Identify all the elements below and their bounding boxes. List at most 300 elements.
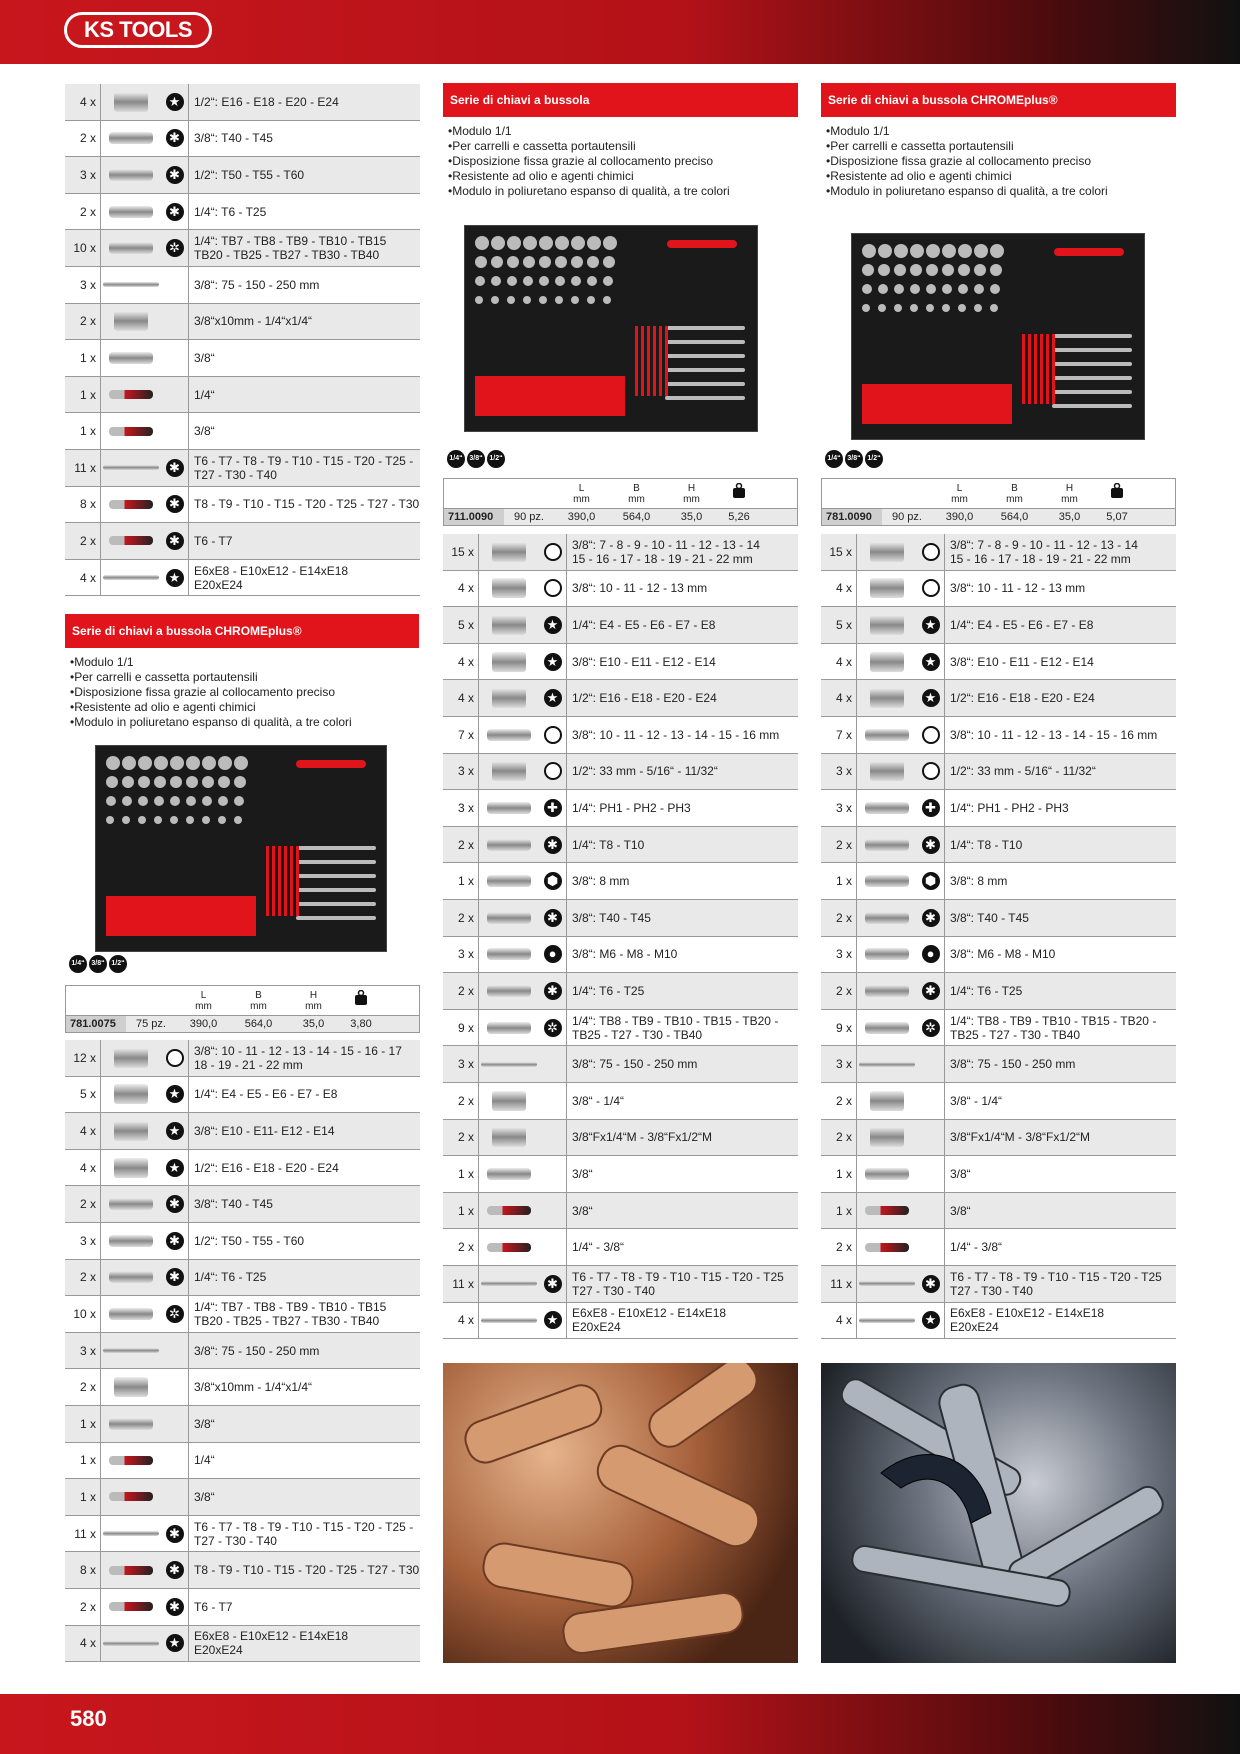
table-row xyxy=(443,1083,798,1120)
socket-cavity xyxy=(603,256,615,268)
profile-symbol xyxy=(161,267,189,303)
profile-symbol xyxy=(161,1479,189,1515)
table-row xyxy=(443,607,798,644)
tool-slot xyxy=(1046,334,1049,404)
drive-size-badge: 3/8“ xyxy=(845,450,863,468)
profile-icon: ★ xyxy=(922,1311,940,1329)
socket-cavity xyxy=(186,796,196,806)
bit-icon xyxy=(109,1198,153,1210)
profile-symbol xyxy=(539,1046,567,1082)
tool-bar xyxy=(665,340,745,344)
socket-cavity xyxy=(491,276,501,286)
tool-image xyxy=(857,571,917,607)
tool-bar xyxy=(665,368,745,372)
profile-symbol xyxy=(917,717,945,753)
feature-item: •Modulo in poliuretano espanso di qualità, a tre colori xyxy=(70,715,352,729)
item-description: 1/4“: TB8 - TB9 - TB10 - TB15 - TB20 - TB25 - T27 - T30 - TB40 xyxy=(950,1013,1157,1042)
table-row xyxy=(65,84,420,121)
profile-icon xyxy=(166,1049,184,1067)
socket-icon xyxy=(870,615,904,635)
tool-image xyxy=(101,487,161,523)
table-row xyxy=(65,450,420,487)
profile-symbol xyxy=(539,680,567,716)
spec-pcs: 90 pz. xyxy=(514,511,544,523)
tool-image xyxy=(101,340,161,376)
socket-cavity xyxy=(170,796,180,806)
tool-bar xyxy=(296,916,376,920)
tool-image xyxy=(101,1333,161,1369)
quantity: 3 x xyxy=(65,1223,101,1259)
item-description: 1/2“: T50 - T55 - T60 xyxy=(194,1233,305,1248)
tool-image xyxy=(101,1186,161,1222)
item-description: 1/4“: T6 - T25 xyxy=(572,983,645,998)
socket-cavity xyxy=(154,796,164,806)
long-icon xyxy=(103,1348,159,1353)
left-spec-table xyxy=(65,985,420,1033)
item-description: T6 - T7 - T8 - T9 - T10 - T15 - T20 - T25 - T27 - T30 - T40 xyxy=(194,453,414,482)
tool-bar xyxy=(1052,390,1132,394)
tool-bar xyxy=(296,902,376,906)
profile-symbol xyxy=(161,121,189,157)
item-description: 3/8“ xyxy=(194,1489,215,1504)
profile-icon: ✲ xyxy=(544,1019,562,1037)
spec-l: 390,0 xyxy=(945,511,974,523)
tool-image xyxy=(101,1113,161,1149)
socket-cavity xyxy=(475,296,483,304)
socket-cavity xyxy=(491,296,499,304)
item-description: 3/8“Fx1/4“M - 3/8“Fx1/2“M xyxy=(572,1130,713,1145)
profile-icon: ★ xyxy=(166,569,184,587)
drive-size-badge: 1/4“ xyxy=(69,955,87,973)
bit-icon xyxy=(865,802,909,814)
profile-icon: ★ xyxy=(544,653,562,671)
ratchet-handle xyxy=(296,760,366,768)
socket-cavity xyxy=(122,756,136,770)
table-row xyxy=(65,1406,420,1443)
profile-symbol xyxy=(917,754,945,790)
tool-image xyxy=(101,1077,161,1113)
socket-cavity xyxy=(958,264,970,276)
item-description: 3/8“: 8 mm xyxy=(950,874,1008,889)
profile-symbol xyxy=(539,1303,567,1339)
tool-image xyxy=(857,754,917,790)
profile-icon: ● xyxy=(922,945,940,963)
socket-cavity xyxy=(138,776,150,788)
tool-image xyxy=(101,1150,161,1186)
tool-image xyxy=(101,1223,161,1259)
socket-cavity xyxy=(878,304,886,312)
bottom-banner xyxy=(0,1694,1240,1754)
socket-icon xyxy=(870,761,904,781)
table-row xyxy=(65,1296,420,1333)
socket-icon xyxy=(870,578,904,598)
socket-cavity xyxy=(910,304,918,312)
long-icon xyxy=(103,465,159,470)
tool-image xyxy=(479,1120,539,1156)
spec-b: 564,0 xyxy=(622,511,651,523)
tool-image xyxy=(479,1083,539,1119)
socket-cavity xyxy=(170,756,184,770)
bit-icon xyxy=(109,1418,153,1430)
socket-cavity xyxy=(202,756,216,770)
bit-icon xyxy=(865,985,909,997)
socket-cavity xyxy=(862,304,870,312)
socket-icon xyxy=(492,615,526,635)
socket-cavity xyxy=(894,264,906,276)
table-row xyxy=(65,1077,420,1114)
quantity: 5 x xyxy=(65,1077,101,1113)
item-description: T8 - T9 - T10 - T15 - T20 - T25 - T27 - T30 xyxy=(194,497,420,512)
profile-symbol xyxy=(161,1406,189,1442)
item-description: 1/4“: PH1 - PH2 - PH3 xyxy=(572,800,691,815)
tool-image xyxy=(101,157,161,193)
bit-icon xyxy=(865,839,909,851)
tool-image xyxy=(479,607,539,643)
socket-cavity xyxy=(234,816,242,824)
tool-image xyxy=(101,1516,161,1552)
socket-cavity xyxy=(491,256,503,268)
tool-image xyxy=(101,121,161,157)
socket-cavity xyxy=(218,756,232,770)
socket-cavity xyxy=(507,256,519,268)
middle-spec-table xyxy=(443,478,798,526)
tool-image xyxy=(479,900,539,936)
socket-icon xyxy=(870,652,904,672)
tool-bar xyxy=(296,860,376,864)
quantity: 2 x xyxy=(443,1120,479,1156)
socket-cavity xyxy=(862,244,876,258)
table-row xyxy=(65,1223,420,1260)
profile-symbol xyxy=(539,1156,567,1192)
tool-image xyxy=(101,1296,161,1332)
handle-icon xyxy=(109,1456,153,1465)
quantity: 11 x xyxy=(821,1266,857,1302)
item-description: 3/8“: M6 - M8 - M10 xyxy=(950,947,1056,962)
tool-image xyxy=(479,534,539,570)
item-description: 3/8“ xyxy=(572,1166,593,1181)
socket-cavity xyxy=(555,236,569,250)
middle-product-image xyxy=(464,225,758,432)
quantity: 15 x xyxy=(821,534,857,570)
profile-icon: ✱ xyxy=(166,1561,184,1579)
table-row xyxy=(443,790,798,827)
spec-column-header: B mm xyxy=(628,483,645,505)
quantity: 4 x xyxy=(65,1150,101,1186)
tool-image xyxy=(479,1010,539,1046)
long-icon xyxy=(481,1318,537,1323)
tool-image xyxy=(479,644,539,680)
table-row xyxy=(443,937,798,974)
profile-icon: ★ xyxy=(166,93,184,111)
spec-h: 35,0 xyxy=(302,1018,325,1030)
socket-cavity xyxy=(878,244,892,258)
item-description: 3/8“ xyxy=(572,1203,593,1218)
bit-icon xyxy=(865,1168,909,1180)
quantity: 4 x xyxy=(65,84,101,120)
profile-icon xyxy=(922,726,940,744)
profile-symbol xyxy=(161,487,189,523)
tool-image xyxy=(479,717,539,753)
bit-icon xyxy=(865,912,909,924)
table-row xyxy=(821,754,1176,791)
tool-image xyxy=(101,560,161,596)
handle-icon xyxy=(109,427,153,436)
copper-sockets-illustration xyxy=(443,1363,798,1663)
left-section-title: Serie di chiavi a bussola CHROMEplus® xyxy=(72,624,302,638)
drive-size-badge: 1/2“ xyxy=(865,450,883,468)
tool-image xyxy=(101,523,161,559)
profile-symbol xyxy=(917,680,945,716)
socket-cavity xyxy=(990,244,1004,258)
profile-icon: ✲ xyxy=(922,1019,940,1037)
socket-cavity xyxy=(571,256,583,268)
handle-icon xyxy=(109,536,153,545)
quantity: 2 x xyxy=(65,194,101,230)
table-row xyxy=(443,717,798,754)
drive-size-badge: 1/2“ xyxy=(487,450,505,468)
profile-symbol xyxy=(161,84,189,120)
table-row xyxy=(443,754,798,791)
table-row xyxy=(443,680,798,717)
quantity: 9 x xyxy=(821,1010,857,1046)
item-description: 3/8“: 7 - 8 - 9 - 10 - 11 - 12 - 13 - 14 15 - 16 - 17 - 18 - 19 - 21 - 22 mm xyxy=(572,537,760,566)
steel-wrenches-illustration xyxy=(821,1363,1176,1663)
handle-icon xyxy=(865,1206,909,1215)
spec-art: 781.0090 xyxy=(822,509,882,525)
socket-cavity xyxy=(555,256,567,268)
profile-symbol xyxy=(539,644,567,680)
tool-bar xyxy=(1052,348,1132,352)
tool-image xyxy=(857,863,917,899)
profile-symbol xyxy=(917,827,945,863)
item-description: 3/8“ xyxy=(194,350,215,365)
socket-cavity xyxy=(926,244,940,258)
socket-cavity xyxy=(138,796,148,806)
item-description: T6 - T7 - T8 - T9 - T10 - T15 - T20 - T25 - T27 - T30 - T40 xyxy=(194,1519,414,1548)
profile-symbol xyxy=(539,900,567,936)
item-description: 3/8“ xyxy=(950,1203,971,1218)
tool-image xyxy=(857,1266,917,1302)
socket-cavity xyxy=(942,244,956,258)
tool-image xyxy=(479,1266,539,1302)
item-description: 3/8“: E10 - E11- E12 - E14 xyxy=(194,1123,335,1138)
quantity: 4 x xyxy=(443,1303,479,1339)
socket-icon xyxy=(492,578,526,598)
profile-symbol xyxy=(161,194,189,230)
item-description: T6 - T7 xyxy=(194,533,233,548)
profile-symbol xyxy=(539,607,567,643)
socket-cavity xyxy=(218,816,226,824)
tool-image xyxy=(857,973,917,1009)
item-description: 3/8“ xyxy=(950,1166,971,1181)
spec-w: 3,80 xyxy=(350,1018,372,1030)
weight-icon xyxy=(341,986,381,1015)
tool-image xyxy=(101,1406,161,1442)
tool-image xyxy=(479,937,539,973)
long-icon xyxy=(103,575,159,580)
profile-symbol xyxy=(161,1552,189,1588)
tool-image xyxy=(479,1193,539,1229)
socket-cavity xyxy=(475,256,487,268)
profile-symbol xyxy=(539,937,567,973)
spec-b: 564,0 xyxy=(1000,511,1029,523)
socket-cavity xyxy=(234,776,246,788)
socket-cavity xyxy=(958,244,972,258)
item-description: 1/4“: E4 - E5 - E6 - E7 - E8 xyxy=(572,617,716,632)
quantity: 3 x xyxy=(821,937,857,973)
table-row xyxy=(821,644,1176,681)
quantity: 4 x xyxy=(443,680,479,716)
tool-slot xyxy=(665,326,668,396)
socket-cavity xyxy=(587,256,599,268)
tool-image xyxy=(101,267,161,303)
feature-item: •Disposizione fissa grazie al collocamento preciso xyxy=(826,154,1091,168)
tool-image xyxy=(857,644,917,680)
quantity: 3 x xyxy=(821,1046,857,1082)
long-icon xyxy=(481,1281,537,1286)
table-row xyxy=(65,1333,420,1370)
profile-symbol xyxy=(161,1113,189,1149)
table-row xyxy=(821,717,1176,754)
profile-icon: ✲ xyxy=(166,239,184,257)
tool-slot xyxy=(1022,334,1025,404)
profile-symbol xyxy=(161,230,189,266)
socket-cavity xyxy=(587,276,597,286)
tool-image xyxy=(101,1443,161,1479)
item-description: 3/8“: 10 - 11 - 12 - 13 - 14 - 15 - 16 mm xyxy=(950,727,1158,742)
quantity: 2 x xyxy=(821,827,857,863)
right-drive-badges xyxy=(825,450,883,468)
spec-column-header: H mm xyxy=(683,483,700,505)
spec-column-header: B mm xyxy=(250,990,267,1012)
profile-symbol xyxy=(539,1010,567,1046)
socket-cavity xyxy=(539,276,549,286)
table-row xyxy=(821,1120,1176,1157)
tool-bar xyxy=(665,326,745,330)
feature-item: •Resistente ad olio e agenti chimici xyxy=(70,700,256,714)
tool-slot xyxy=(1034,334,1037,404)
tool-image xyxy=(101,1626,161,1662)
socket-cavity xyxy=(942,264,954,276)
spec-art: 781.0075 xyxy=(66,1016,126,1032)
socket-cavity xyxy=(186,776,198,788)
item-description: 1/4“: T6 - T25 xyxy=(194,1270,267,1285)
quantity: 1 x xyxy=(821,1156,857,1192)
item-description: 1/2“: E16 - E18 - E20 - E24 xyxy=(194,1160,339,1175)
socket-cavity xyxy=(218,776,230,788)
profile-icon: ✱ xyxy=(544,1275,562,1293)
profile-icon xyxy=(544,726,562,744)
socket-cavity xyxy=(234,796,244,806)
profile-icon xyxy=(544,762,562,780)
socket-cavity xyxy=(990,304,998,312)
tool-image xyxy=(101,1479,161,1515)
profile-icon: ✱ xyxy=(166,129,184,147)
socket-cavity xyxy=(603,276,613,286)
right-section-header xyxy=(821,83,1176,117)
feature-item: •Resistente ad olio e agenti chimici xyxy=(448,169,634,183)
socket-cavity xyxy=(122,796,132,806)
bit-icon xyxy=(865,729,909,741)
bit-icon xyxy=(865,875,909,887)
socket-cavity xyxy=(154,756,168,770)
profile-symbol xyxy=(917,937,945,973)
socket-cavity xyxy=(507,276,517,286)
feature-item: •Modulo 1/1 xyxy=(70,655,134,669)
tool-image xyxy=(101,1552,161,1588)
socket-cavity xyxy=(974,284,984,294)
bit-icon xyxy=(487,839,531,851)
tool-image xyxy=(857,1303,917,1339)
quantity: 1 x xyxy=(65,1479,101,1515)
tool-image xyxy=(101,413,161,449)
socket-cavity xyxy=(910,244,924,258)
profile-icon: ✱ xyxy=(166,1195,184,1213)
quantity: 1 x xyxy=(65,413,101,449)
feature-item: •Disposizione fissa grazie al collocamento preciso xyxy=(448,154,713,168)
long-icon xyxy=(481,1062,537,1067)
table-row xyxy=(821,1156,1176,1193)
quantity: 12 x xyxy=(65,1040,101,1076)
item-description: 3/8“: 8 mm xyxy=(572,874,630,889)
table-row xyxy=(65,1113,420,1150)
item-description: 1/2“: T50 - T55 - T60 xyxy=(194,167,305,182)
profile-symbol xyxy=(161,1443,189,1479)
table-row xyxy=(65,121,420,158)
socket-cavity xyxy=(539,256,551,268)
quantity: 3 x xyxy=(65,1333,101,1369)
quantity: 4 x xyxy=(65,1113,101,1149)
profile-icon: ★ xyxy=(922,653,940,671)
tool-image xyxy=(857,900,917,936)
table-row xyxy=(821,1193,1176,1230)
socket-icon xyxy=(114,1084,148,1104)
profile-icon: ✱ xyxy=(922,909,940,927)
profile-symbol xyxy=(539,1266,567,1302)
handle-icon xyxy=(487,1206,531,1215)
item-description: 1/4“: TB7 - TB8 - TB9 - TB10 - TB15 TB20 - TB25 - TB27 - TB30 - TB40 xyxy=(194,234,387,263)
tool-image xyxy=(857,534,917,570)
socket-cavity xyxy=(894,244,908,258)
socket-cavity xyxy=(926,304,934,312)
table-row xyxy=(443,1120,798,1157)
brand-logo: KS TOOLS xyxy=(64,12,212,48)
profile-icon: ✱ xyxy=(544,909,562,927)
profile-symbol xyxy=(161,523,189,559)
table-row xyxy=(65,340,420,377)
quantity: 2 x xyxy=(821,1229,857,1265)
item-description: 3/8“: T40 - T45 xyxy=(950,910,1029,925)
tool-bar xyxy=(1052,362,1132,366)
table-row xyxy=(443,973,798,1010)
tool-slot xyxy=(284,846,287,916)
spec-pcs: 75 pz. xyxy=(136,1018,166,1030)
tool-image xyxy=(479,863,539,899)
tool-image xyxy=(479,790,539,826)
spec-h: 35,0 xyxy=(1058,511,1081,523)
socket-cavity xyxy=(910,264,922,276)
socket-cavity xyxy=(603,296,611,304)
profile-symbol xyxy=(161,450,189,486)
tool-bar xyxy=(296,888,376,892)
socket-cavity xyxy=(154,776,166,788)
profile-icon xyxy=(922,762,940,780)
feature-item: •Modulo 1/1 xyxy=(448,124,512,138)
quantity: 11 x xyxy=(65,450,101,486)
right-feature-list xyxy=(826,124,1176,199)
socket-cavity xyxy=(202,796,212,806)
item-description: 1/4“ - 3/8“ xyxy=(572,1240,625,1255)
